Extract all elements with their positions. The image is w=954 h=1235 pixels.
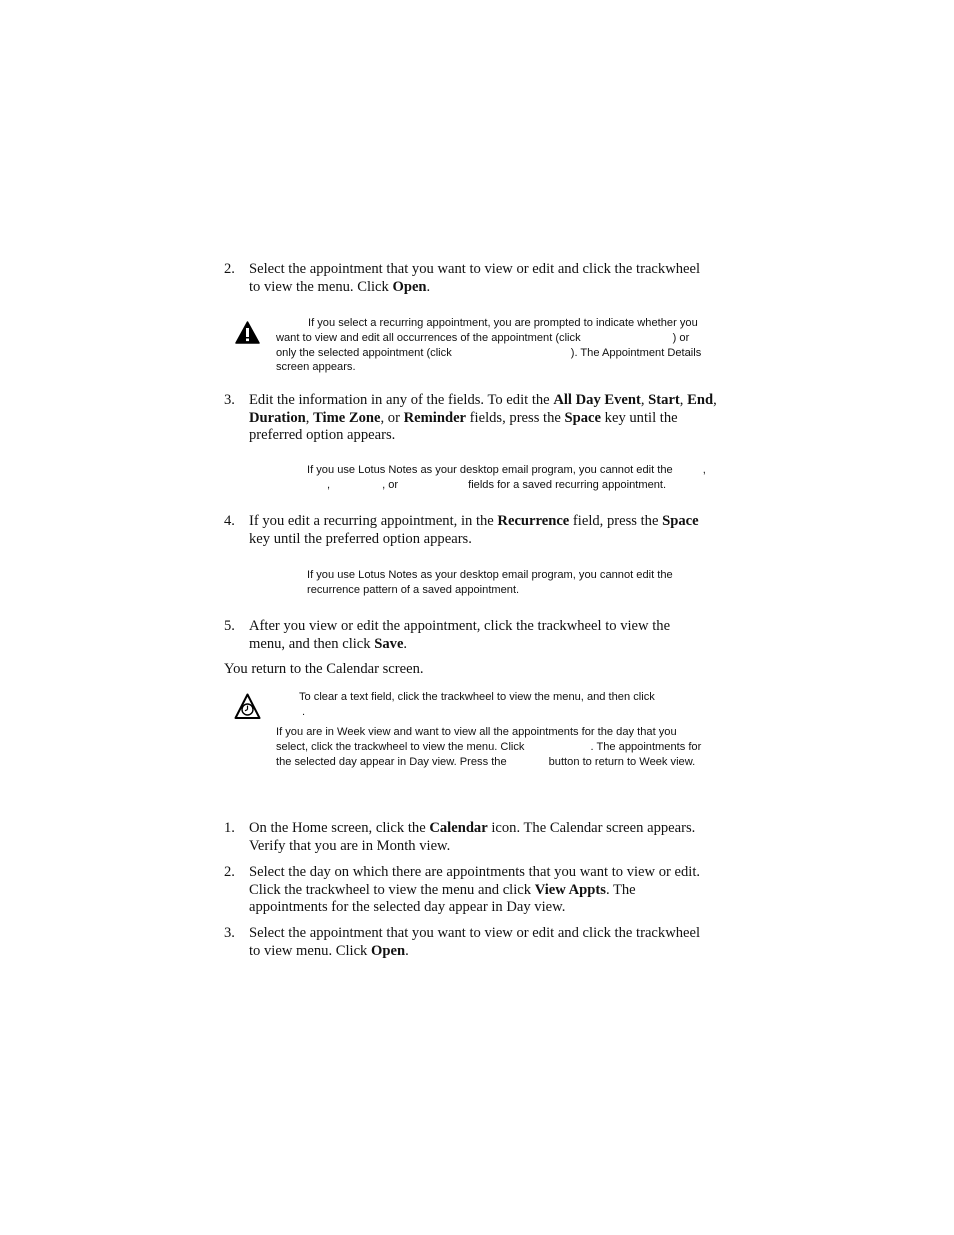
field-reminder: Reminder: [403, 409, 467, 426]
note-text: If you use Lotus Notes as your desktop email program, you cannot edit the: [307, 464, 673, 476]
step-number: 2.: [224, 864, 235, 880]
note-text: If you select a recurring appointment, you are prompted to indicate whether you: [308, 317, 698, 329]
step-b-1: [224, 820, 734, 855]
note-text: If you use Lotus Notes as your desktop email program, you cannot edit the: [307, 569, 673, 581]
step-text: , or: [380, 409, 404, 426]
note-text: .: [302, 705, 306, 718]
step-number: 4.: [224, 513, 235, 529]
note-text: , or: [382, 478, 399, 491]
step-text: . The: [605, 881, 636, 898]
menu-item-open: Open: [392, 278, 427, 295]
step-text: ,: [713, 392, 717, 408]
note-text: button to return to Week view.: [548, 755, 696, 768]
field-time-zone: Time Zone: [313, 409, 381, 426]
step-text: After you view or edit the appointment, click the trackwheel to view the: [249, 618, 671, 634]
note-text: If you are in Week view and want to view all the appointments for the day that you: [276, 726, 677, 738]
key-space: Space: [662, 513, 699, 529]
step-text: key until the: [601, 409, 678, 426]
step-text: ,: [640, 392, 649, 408]
return-text: You return to the Calendar screen.: [224, 661, 424, 677]
note-text: fields for a saved recurring appointment.: [468, 478, 667, 491]
step-2: [224, 261, 734, 296]
step-text: key until the preferred option appears.: [249, 530, 472, 547]
step-text: field, press the: [569, 513, 663, 529]
step-number: 3.: [224, 925, 235, 941]
lotus-note-2: [307, 568, 727, 598]
step-number: 5.: [224, 618, 235, 634]
note-text: screen appears.: [276, 361, 356, 374]
step-text: Select the appointment that you want to view or edit and click the trackwheel: [249, 925, 701, 941]
note-text: select, click the trackwheel to view the menu. Click: [276, 740, 525, 753]
note-text: . The appointments for: [590, 740, 702, 753]
calendar-icon-label: Calendar: [429, 820, 488, 836]
menu-item-open: Open: [371, 942, 406, 959]
key-space: Space: [564, 409, 602, 426]
step-text: ,: [679, 392, 688, 408]
field-duration: Duration: [249, 409, 306, 426]
lotus-note-1: [307, 463, 727, 493]
step-number: 1.: [224, 820, 235, 836]
week-view-note: [276, 725, 728, 769]
step-text: Select the appointment that you want to view or edit and click the trackwheel: [249, 261, 701, 277]
step-number: 3.: [224, 392, 235, 408]
note-text: ) or: [672, 331, 690, 344]
note-text: ,: [702, 464, 706, 476]
menu-item-save: Save: [374, 635, 404, 652]
step-text: icon. The Calendar screen appears.: [487, 820, 696, 836]
note-text: want to view and edit all occurrences of the appointment (click: [276, 331, 581, 344]
field-all-day-event: All Day Event: [553, 392, 641, 408]
step-4: [224, 513, 734, 548]
step-text: fields, press the: [466, 409, 565, 426]
step-text: Click the trackwheel to view the menu and click: [249, 881, 535, 898]
step-b-2: [224, 864, 734, 917]
step-text: If you edit a recurring appointment, in the: [249, 513, 498, 529]
note-text: ,: [327, 478, 331, 491]
step-text: appointments for the selected day appear in Day view.: [249, 899, 566, 915]
step-b-3: [224, 925, 734, 960]
step-number: 2.: [224, 261, 235, 277]
tip-note: [276, 690, 728, 720]
note-text: To clear a text field, click the trackwheel to view the menu, and then click: [299, 691, 655, 703]
clock-triangle-icon: [234, 693, 261, 720]
step-text: preferred option appears.: [249, 427, 396, 443]
step-text: ,: [305, 409, 314, 426]
note-text: the selected day appear in Day view. Press the: [276, 755, 507, 768]
note-text: only the selected appointment (click: [276, 346, 452, 359]
field-start: Start: [648, 392, 680, 408]
note-text: recurrence pattern of a saved appointment.: [307, 583, 520, 596]
step-text: to view menu. Click: [249, 942, 372, 959]
field-end: End: [687, 392, 714, 408]
menu-item-view-appts: View Appts: [534, 881, 606, 898]
step-3: [224, 392, 734, 445]
note-text: ). The Appointment Details: [570, 346, 702, 359]
step-text: .: [403, 635, 408, 652]
step-text: .: [405, 942, 409, 959]
step-text: Select the day on which there are appointments that you want to view or edit.: [249, 864, 701, 880]
step-text: On the Home screen, click the: [249, 820, 430, 836]
step-text: Edit the information in any of the fields. To edit the: [249, 392, 554, 408]
warning-note: [276, 316, 728, 375]
warning-triangle-icon: [235, 321, 260, 344]
step-text: to view the menu. Click: [249, 278, 393, 295]
field-recurrence: Recurrence: [497, 513, 570, 529]
step-5: [224, 618, 734, 653]
step-text: Verify that you are in Month view.: [249, 837, 451, 854]
step-text: .: [426, 278, 431, 295]
step-text: menu, and then click: [249, 635, 375, 652]
